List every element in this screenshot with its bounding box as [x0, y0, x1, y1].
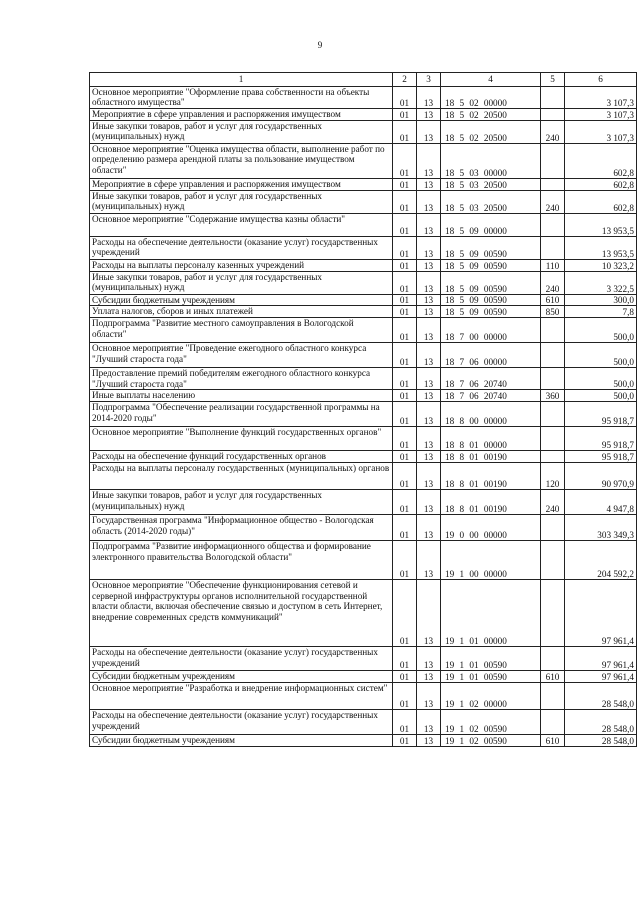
- expense-type-code-cell: [541, 427, 565, 451]
- subsection-code-cell: 13: [417, 463, 441, 490]
- section-code-cell: 01: [393, 671, 417, 683]
- expense-name-cell: Субсидии бюджетным учреждениям: [90, 295, 393, 306]
- subsection-code-cell: 13: [417, 368, 441, 390]
- budget-table: [89, 72, 637, 747]
- expense-type-code-cell: 240: [541, 490, 565, 515]
- amount-cell: 3 107,3: [565, 121, 637, 144]
- subsection-code-cell: 13: [417, 710, 441, 735]
- subsection-code-cell: 13: [417, 272, 441, 295]
- section-code-cell: 01: [393, 295, 417, 306]
- expense-type-code-cell: [541, 402, 565, 427]
- amount-cell: 3 322,5: [565, 272, 637, 295]
- subsection-code-cell: 13: [417, 144, 441, 179]
- section-code-cell: 01: [393, 179, 417, 191]
- amount-cell: 602,8: [565, 144, 637, 179]
- subsection-code-cell: 13: [417, 580, 441, 647]
- expense-name-cell: Подпрограмма "Развитие местного самоуправления в Вологодской области": [90, 318, 393, 343]
- section-code-cell: 01: [393, 710, 417, 735]
- target-item-code-cell: 18 8 01 00190: [441, 463, 541, 490]
- target-item-code-cell: 18 7 06 00000: [441, 343, 541, 368]
- target-item-code-cell: 19 1 01 00590: [441, 647, 541, 671]
- amount-cell: 204 592,2: [565, 541, 637, 580]
- expense-name-cell: Мероприятие в сфере управления и распоряжения имуществом: [90, 109, 393, 121]
- expense-name-cell: Расходы на выплаты персоналу казенных учреждений: [90, 260, 393, 272]
- expense-type-code-cell: [541, 580, 565, 647]
- amount-cell: 7,8: [565, 306, 637, 318]
- subsection-code-cell: 13: [417, 427, 441, 451]
- expense-name-cell: Основное мероприятие "Проведение ежегодного областного конкурса "Лучший староста года": [90, 343, 393, 368]
- subsection-code-cell: 13: [417, 214, 441, 237]
- expense-name-cell: Уплата налогов, сборов и иных платежей: [90, 306, 393, 318]
- amount-cell: 97 961,4: [565, 580, 637, 647]
- section-code-cell: 01: [393, 214, 417, 237]
- header-col-3: 3: [417, 73, 441, 87]
- subsection-code-cell: 13: [417, 541, 441, 580]
- amount-cell: 500,0: [565, 318, 637, 343]
- expense-name-cell: Мероприятие в сфере управления и распоряжения имуществом: [90, 179, 393, 191]
- subsection-code-cell: 13: [417, 683, 441, 710]
- section-code-cell: 01: [393, 343, 417, 368]
- expense-type-code-cell: [541, 710, 565, 735]
- table-row: [90, 306, 637, 318]
- section-code-cell: 01: [393, 121, 417, 144]
- expense-type-code-cell: [541, 144, 565, 179]
- target-item-code-cell: 18 5 09 00590: [441, 295, 541, 306]
- expense-type-code-cell: 850: [541, 306, 565, 318]
- subsection-code-cell: 13: [417, 295, 441, 306]
- expense-name-cell: Основное мероприятие "Разработка и внедрение информационных систем": [90, 683, 393, 710]
- subsection-code-cell: 13: [417, 318, 441, 343]
- table-row: [90, 427, 637, 451]
- table-row: [90, 515, 637, 541]
- expense-type-code-cell: 240: [541, 272, 565, 295]
- target-item-code-cell: 18 5 09 00590: [441, 306, 541, 318]
- table-row: [90, 214, 637, 237]
- expense-name-cell: Иные закупки товаров, работ и услуг для государственных (муниципальных) нужд: [90, 490, 393, 515]
- subsection-code-cell: 13: [417, 735, 441, 747]
- table-row: [90, 671, 637, 683]
- target-item-code-cell: 18 8 01 00000: [441, 427, 541, 451]
- target-item-code-cell: 18 5 09 00590: [441, 272, 541, 295]
- section-code-cell: 01: [393, 402, 417, 427]
- section-code-cell: 01: [393, 463, 417, 490]
- table-row: [90, 191, 637, 214]
- target-item-code-cell: 18 5 09 00000: [441, 214, 541, 237]
- expense-type-code-cell: [541, 515, 565, 541]
- section-code-cell: 01: [393, 427, 417, 451]
- amount-cell: 28 548,0: [565, 683, 637, 710]
- amount-cell: 28 548,0: [565, 735, 637, 747]
- expense-name-cell: Иные закупки товаров, работ и услуг для государственных (муниципальных) нужд: [90, 121, 393, 144]
- amount-cell: 95 918,7: [565, 427, 637, 451]
- target-item-code-cell: 18 5 09 00590: [441, 260, 541, 272]
- header-col-2: 2: [393, 73, 417, 87]
- expense-name-cell: Субсидии бюджетным учреждениям: [90, 671, 393, 683]
- subsection-code-cell: 13: [417, 343, 441, 368]
- amount-cell: 300,0: [565, 295, 637, 306]
- table-row: [90, 144, 637, 179]
- expense-type-code-cell: [541, 318, 565, 343]
- subsection-code-cell: 13: [417, 260, 441, 272]
- expense-type-code-cell: [541, 541, 565, 580]
- section-code-cell: 01: [393, 87, 417, 109]
- target-item-code-cell: 18 7 06 20740: [441, 390, 541, 402]
- target-item-code-cell: 19 0 00 00000: [441, 515, 541, 541]
- expense-name-cell: Основное мероприятие "Выполнение функций государственных органов": [90, 427, 393, 451]
- expense-name-cell: Расходы на выплаты персоналу государственных (муниципальных) органов: [90, 463, 393, 490]
- target-item-code-cell: 18 5 03 20500: [441, 191, 541, 214]
- expense-name-cell: Основное мероприятие "Содержание имущества казны области": [90, 214, 393, 237]
- section-code-cell: 01: [393, 237, 417, 260]
- section-code-cell: 01: [393, 306, 417, 318]
- subsection-code-cell: 13: [417, 121, 441, 144]
- expense-name-cell: Расходы на обеспечение деятельности (оказание услуг) государственных учреждений: [90, 647, 393, 671]
- section-code-cell: 01: [393, 368, 417, 390]
- subsection-code-cell: 13: [417, 390, 441, 402]
- target-item-code-cell: 18 5 03 00000: [441, 144, 541, 179]
- table-row: [90, 87, 637, 109]
- table-header-row: [90, 73, 637, 87]
- expense-type-code-cell: 610: [541, 735, 565, 747]
- section-code-cell: 01: [393, 683, 417, 710]
- subsection-code-cell: 13: [417, 515, 441, 541]
- amount-cell: 90 970,9: [565, 463, 637, 490]
- target-item-code-cell: 18 8 01 00190: [441, 451, 541, 463]
- table-row: [90, 368, 637, 390]
- table-row: [90, 390, 637, 402]
- expense-type-code-cell: 240: [541, 191, 565, 214]
- subsection-code-cell: 13: [417, 671, 441, 683]
- section-code-cell: 01: [393, 109, 417, 121]
- subsection-code-cell: 13: [417, 179, 441, 191]
- expense-name-cell: Расходы на обеспечение деятельности (оказание услуг) государственных учреждений: [90, 237, 393, 260]
- section-code-cell: 01: [393, 735, 417, 747]
- subsection-code-cell: 13: [417, 451, 441, 463]
- target-item-code-cell: 19 1 02 00590: [441, 735, 541, 747]
- expense-name-cell: Подпрограмма "Обеспечение реализации государственной программы на 2014-2020 годы": [90, 402, 393, 427]
- target-item-code-cell: 18 7 00 00000: [441, 318, 541, 343]
- table-row: [90, 490, 637, 515]
- expense-type-code-cell: [541, 214, 565, 237]
- subsection-code-cell: 13: [417, 306, 441, 318]
- expense-type-code-cell: [541, 109, 565, 121]
- expense-type-code-cell: [541, 647, 565, 671]
- amount-cell: 95 918,7: [565, 451, 637, 463]
- subsection-code-cell: 13: [417, 647, 441, 671]
- expense-type-code-cell: 120: [541, 463, 565, 490]
- target-item-code-cell: 19 1 01 00590: [441, 671, 541, 683]
- amount-cell: 13 953,5: [565, 214, 637, 237]
- target-item-code-cell: 18 5 02 20500: [441, 109, 541, 121]
- header-col-1: 1: [90, 73, 393, 87]
- target-item-code-cell: 18 5 09 00590: [441, 237, 541, 260]
- amount-cell: 602,8: [565, 191, 637, 214]
- expense-name-cell: Основное мероприятие "Обеспечение функционирования сетевой и серверной инфраструктуры органов исполнительной государственной власти области, включая обеспечение связью и доступом в сеть Интернет, внедрение современных средств коммуникаций": [90, 580, 393, 647]
- target-item-code-cell: 18 8 01 00190: [441, 490, 541, 515]
- table-row: [90, 343, 637, 368]
- amount-cell: 500,0: [565, 343, 637, 368]
- amount-cell: 97 961,4: [565, 647, 637, 671]
- target-item-code-cell: 18 7 06 20740: [441, 368, 541, 390]
- header-col-6: 6: [565, 73, 637, 87]
- expense-name-cell: Основное мероприятие "Оценка имущества области, выполнение работ по определению размера арендной платы за пользование имуществом области": [90, 144, 393, 179]
- subsection-code-cell: 13: [417, 87, 441, 109]
- table-row: [90, 647, 637, 671]
- table-row: [90, 451, 637, 463]
- header-col-5: 5: [541, 73, 565, 87]
- target-item-code-cell: 19 1 02 00590: [441, 710, 541, 735]
- expense-name-cell: Подпрограмма "Развитие информационного общества и формирование электронного правительства Вологодской области": [90, 541, 393, 580]
- expense-name-cell: Предоставление премий победителям ежегодного областного конкурса "Лучший староста года": [90, 368, 393, 390]
- expense-type-code-cell: [541, 343, 565, 368]
- table-row: [90, 179, 637, 191]
- section-code-cell: 01: [393, 390, 417, 402]
- amount-cell: 602,8: [565, 179, 637, 191]
- expense-type-code-cell: [541, 683, 565, 710]
- amount-cell: 3 107,3: [565, 87, 637, 109]
- section-code-cell: 01: [393, 451, 417, 463]
- expense-type-code-cell: [541, 368, 565, 390]
- expense-type-code-cell: 240: [541, 121, 565, 144]
- expense-type-code-cell: [541, 87, 565, 109]
- section-code-cell: 01: [393, 541, 417, 580]
- section-code-cell: 01: [393, 272, 417, 295]
- amount-cell: 97 961,4: [565, 671, 637, 683]
- table-body: [90, 87, 637, 747]
- expense-name-cell: Субсидии бюджетным учреждениям: [90, 735, 393, 747]
- target-item-code-cell: 19 1 00 00000: [441, 541, 541, 580]
- expense-type-code-cell: [541, 237, 565, 260]
- subsection-code-cell: 13: [417, 402, 441, 427]
- table-row: [90, 580, 637, 647]
- subsection-code-cell: 13: [417, 109, 441, 121]
- table-row: [90, 463, 637, 490]
- page-number: 9: [317, 40, 323, 50]
- expense-type-code-cell: 610: [541, 671, 565, 683]
- table-row: [90, 121, 637, 144]
- expense-name-cell: Основное мероприятие "Оформление права собственности на объекты областного имущества": [90, 87, 393, 109]
- amount-cell: 13 953,5: [565, 237, 637, 260]
- amount-cell: 500,0: [565, 390, 637, 402]
- table-row: [90, 735, 637, 747]
- target-item-code-cell: 19 1 01 00000: [441, 580, 541, 647]
- table-row: [90, 260, 637, 272]
- expense-name-cell: Расходы на обеспечение функций государственных органов: [90, 451, 393, 463]
- target-item-code-cell: 18 5 03 20500: [441, 179, 541, 191]
- amount-cell: 28 548,0: [565, 710, 637, 735]
- table-row: [90, 402, 637, 427]
- expense-name-cell: Государственная программа "Информационное общество - Вологодская область (2014-2020 годы)": [90, 515, 393, 541]
- subsection-code-cell: 13: [417, 237, 441, 260]
- section-code-cell: 01: [393, 144, 417, 179]
- expense-type-code-cell: 110: [541, 260, 565, 272]
- target-item-code-cell: 19 1 02 00000: [441, 683, 541, 710]
- section-code-cell: 01: [393, 515, 417, 541]
- table-row: [90, 710, 637, 735]
- section-code-cell: 01: [393, 318, 417, 343]
- table-row: [90, 109, 637, 121]
- section-code-cell: 01: [393, 191, 417, 214]
- expense-name-cell: Иные закупки товаров, работ и услуг для государственных (муниципальных) нужд: [90, 191, 393, 214]
- section-code-cell: 01: [393, 647, 417, 671]
- target-item-code-cell: 18 5 02 20500: [441, 121, 541, 144]
- expense-name-cell: Иные выплаты населению: [90, 390, 393, 402]
- table-row: [90, 295, 637, 306]
- expense-name-cell: Иные закупки товаров, работ и услуг для государственных (муниципальных) нужд: [90, 272, 393, 295]
- expense-type-code-cell: 610: [541, 295, 565, 306]
- expense-type-code-cell: [541, 451, 565, 463]
- table-row: [90, 683, 637, 710]
- amount-cell: 303 349,3: [565, 515, 637, 541]
- amount-cell: 4 947,8: [565, 490, 637, 515]
- target-item-code-cell: 18 8 00 00000: [441, 402, 541, 427]
- expense-name-cell: Расходы на обеспечение деятельности (оказание услуг) государственных учреждений: [90, 710, 393, 735]
- amount-cell: 95 918,7: [565, 402, 637, 427]
- section-code-cell: 01: [393, 490, 417, 515]
- target-item-code-cell: 18 5 02 00000: [441, 87, 541, 109]
- table-row: [90, 318, 637, 343]
- expense-type-code-cell: 360: [541, 390, 565, 402]
- table-row: [90, 541, 637, 580]
- amount-cell: 10 323,2: [565, 260, 637, 272]
- table-row: [90, 237, 637, 260]
- subsection-code-cell: 13: [417, 490, 441, 515]
- amount-cell: 500,0: [565, 368, 637, 390]
- section-code-cell: 01: [393, 580, 417, 647]
- expense-type-code-cell: [541, 179, 565, 191]
- table-row: [90, 272, 637, 295]
- section-code-cell: 01: [393, 260, 417, 272]
- subsection-code-cell: 13: [417, 191, 441, 214]
- header-col-4: 4: [441, 73, 541, 87]
- amount-cell: 3 107,3: [565, 109, 637, 121]
